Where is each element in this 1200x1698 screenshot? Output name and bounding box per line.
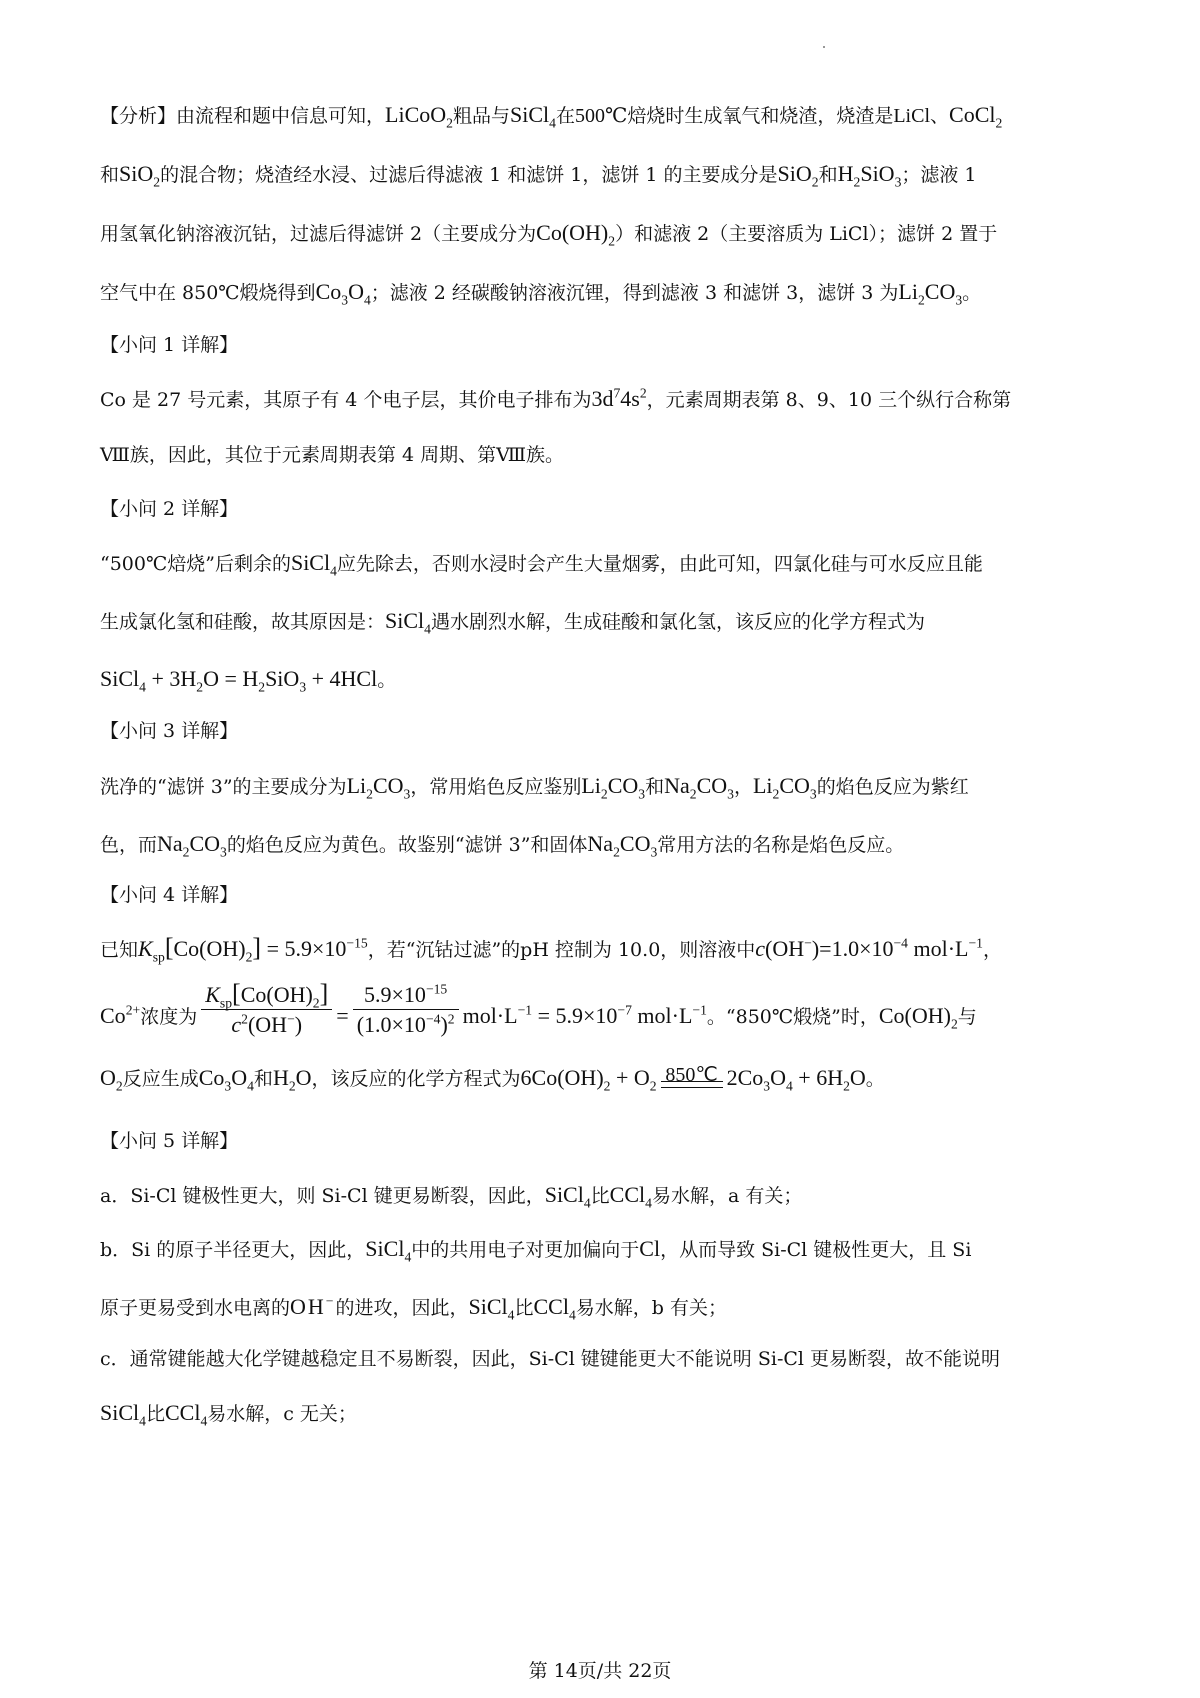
formula-na2co3: $Na_2CO_3$ (664, 773, 734, 802)
text: 在 (555, 105, 575, 127)
text: 的进攻，因此， (335, 1297, 469, 1319)
text: 。 (377, 669, 397, 691)
q2-equation (100, 666, 1110, 695)
formula-licoo2: LiCoO$_2$ (385, 102, 453, 131)
formula-li2co3: $Li_2CO_3$ (898, 279, 963, 308)
text: ，从而导致 Si-Cl 键极性更大，且 Si (660, 1239, 972, 1261)
text: 易水解，c 无关； (207, 1403, 357, 1425)
text: 和 (645, 776, 665, 798)
formula-cooh2: $Co(OH)_2$ (536, 220, 616, 249)
formula-h2o: $H_2O$ (272, 1065, 312, 1094)
text: 的混合物；烧渣经水浸、过滤后得滤液 1 和滤饼 1，滤饼 1 的主要成分是 (160, 164, 778, 186)
q5-item-c: c．通常键能越大化学键越稳定且不易断裂，因此，Si-Cl 键键能更大不能说明 Si-Cl 更易断裂，故不能说明 (100, 1348, 1001, 1370)
formula-li2co3: $Li_2CO_3$ (581, 773, 646, 802)
q4-line-3 (100, 1064, 1110, 1096)
text: 遇水剧烈水解，生成硅酸和氯化氢，该反应的化学方程式为 (430, 611, 925, 633)
text: 的焰色反应为黄色。故鉴别“滤饼 3”和固体 (226, 834, 588, 856)
text: 色，而 (100, 834, 158, 856)
text: 原子更易受到水电离的 (100, 1297, 291, 1319)
text: 空气中在 850℃煅烧得到 (100, 282, 316, 304)
q2-heading: 【小问 2 详解】 (100, 498, 239, 520)
formula-sicl4: SiCl$_4$ (365, 1236, 412, 1265)
analysis-line-3 (100, 220, 1110, 249)
text: 和 (818, 164, 838, 186)
formula-sicl4: SiCl$_4$ (468, 1294, 515, 1323)
q5-item-a (100, 1182, 1110, 1211)
analysis-label: 【分析】 (100, 105, 177, 127)
text: b．Si 的原子半径更大，因此， (100, 1239, 366, 1261)
text: ， (733, 776, 753, 798)
fraction-value: $\frac{5.9\times 10^{-15}}{(1.0\times 10^{-4})^2}$ (353, 984, 459, 1036)
formula-sicl4: SiCl$_4$ (385, 608, 431, 637)
q5-heading: 【小问 5 详解】 (100, 1130, 239, 1152)
text: 。“850℃煅烧”时， (706, 1006, 879, 1028)
formula-sicl4: SiCl$_4$ (290, 550, 337, 579)
analysis-line-1 (100, 102, 1110, 131)
formula-sicl4: SiCl$_4$ (544, 1182, 591, 1211)
text: “500℃焙烧”后剩余的 (100, 553, 291, 575)
text: 易水解，a 有关； (651, 1185, 803, 1207)
formula-ccl4: CCl$_4$ (609, 1182, 652, 1211)
formula-sio2: SiO$_2$ (777, 161, 819, 190)
text: 比 (590, 1185, 610, 1207)
fraction-ksp-over-c2: $\frac{K_{sp}[Co(OH)_2]}{c^2(OH^-)}$ (201, 984, 332, 1036)
formula-co2plus: $Co^{2+}$ (100, 1002, 141, 1028)
formula-c-oh: $c(OH^-)=1.0\times 10^{-4}$ $mol\cdot L^{-1}$ (755, 935, 983, 961)
text: 粗品与 (452, 105, 510, 127)
text: ）和滤液 2（主要溶质为 LiCl）；滤饼 2 置于 (615, 223, 998, 245)
formula-ccl4: CCl$_4$ (533, 1294, 576, 1323)
text: 比 (145, 1403, 165, 1425)
text: 生成氯化氢和硅酸，故其原因是： (100, 611, 386, 633)
text: 浓度为 (140, 1006, 198, 1028)
text: 焙烧时生成氧气和烧渣，烧渣是 (627, 105, 894, 127)
text: ，若“沉钴过滤”的pH 控制为 10.0，则溶液中 (367, 939, 756, 961)
q5-item-b (100, 1236, 1110, 1265)
formula-3d74s2: $3d^74s^2$ (591, 385, 647, 411)
formula-ksp-cooh2: $K_{sp}[Co(OH)_2] = 5.9\times 10^{-15}$ (138, 933, 368, 965)
q3-line-2 (100, 831, 1110, 860)
q1-heading: 【小问 1 详解】 (100, 334, 239, 356)
q5-item-c-cont (100, 1400, 1110, 1429)
text: 和 (100, 164, 120, 186)
formula-sicl4: SiCl$_4$ (509, 102, 556, 131)
q3-heading: 【小问 3 详解】 (100, 720, 239, 742)
q1-line-1 (100, 385, 1110, 411)
text: 已知 (100, 939, 139, 961)
q2-line-2 (100, 608, 1110, 637)
formula-sicl4: SiCl$_4$ (100, 1400, 146, 1429)
text: 和 (253, 1068, 273, 1090)
q5-item-b-cont (100, 1293, 1110, 1323)
text: 洗净的“滤饼 3”的主要成分为 (100, 776, 347, 798)
text: ，常用焰色反应鉴别 (410, 776, 582, 798)
formula-ccl4: CCl$_4$ (164, 1400, 208, 1429)
text: 反应生成 (122, 1068, 199, 1090)
scan-dot (823, 46, 825, 48)
text: 、 (930, 105, 950, 127)
equation-sicl4-hydrolysis: SiCl$_4$ + $3H_2O = H_2SiO_3 + 4HCl$ (100, 666, 378, 695)
text: 常用方法的名称是焰色反应。 (657, 834, 905, 856)
text: Co 是 27 号元素，其原子有 4 个电子层，其价电子排布为 (100, 389, 592, 411)
analysis-line-2 (100, 161, 1110, 190)
q4-line-2: $Co^{2+}$浓度为 $\frac{K_{sp}[Co(OH)_2]}{c^2(OH^-)}$ = $\frac{5.9\times 10^{-15}}{(1.0\times 10^{-4})^2}$ $mol\cdot L^{-1} = 5.9\times 10^{-7}$ $mol\cdot L^{-1}$。“850℃煅烧”时，$Co(OH)_2$与 (100, 979, 977, 1037)
text: ，该反应的化学方程式为 (311, 1068, 521, 1090)
q3-line-1 (100, 773, 1110, 802)
text: a．Si-Cl 键极性更大，则 Si-Cl 键更易断裂，因此， (100, 1185, 545, 1207)
text: ；滤液 2 经碳酸钠溶液沉锂，得到滤液 3 和滤饼 3，滤饼 3 为 (370, 282, 899, 304)
formula-na2co3: $Na_2CO_3$ (587, 831, 658, 860)
text: 用氢氧化钠溶液沉钴，过滤后得滤饼 2（主要成分为 (100, 223, 537, 245)
formula-na2co3: $Na_2CO_3$ (157, 831, 227, 860)
text: 。 (865, 1068, 885, 1090)
formula-o2: $O_2$ (100, 1065, 123, 1094)
equation-cooh2-calcination: $6Co(OH)_2 + O_2$ 850℃ $2Co_3O_4 + 6H_2O$ (521, 1065, 866, 1090)
formula-cl: Cl (639, 1236, 661, 1261)
text: 与 (957, 1006, 977, 1028)
formula-li2co3: $Li_2CO_3$ (346, 773, 411, 802)
formula-co3o4: $Co_3O_4$ (315, 279, 371, 308)
temperature: 500℃ (574, 105, 628, 127)
text: 的焰色反应为紫红 (816, 776, 969, 798)
text: 由流程和题中信息可知， (176, 105, 386, 127)
reaction-condition: 850℃ (661, 1069, 723, 1096)
text: 中的共用电子对更加偏向于 (411, 1239, 640, 1261)
formula-cooh2: $Co(OH)_2$ (878, 1003, 958, 1032)
q1-line-2: Ⅷ族，因此，其位于元素周期表第 4 周期、第Ⅷ族。 (100, 444, 565, 466)
q2-line-1 (100, 550, 1110, 579)
text: 。 (962, 282, 982, 304)
formula-oh-minus: OH− (290, 1293, 336, 1319)
analysis-line-4 (100, 279, 1110, 308)
text: ；滤液 1 (901, 164, 977, 186)
q4-heading: 【小问 4 详解】 (100, 884, 239, 906)
q4-line-1: 已知$K_{sp}[Co(OH)_2] = 5.9\times 10^{-15}$，若“沉钴过滤”的pH 控制为 10.0，则溶液中$c(OH^-)=1.0\times 10^{-4}$ $mol\cdot L^{-1}$， (100, 933, 1002, 965)
formula-li2co3: $Li_2CO_3$ (752, 773, 817, 802)
formula-cocl2: CoCl$_2$ (949, 102, 1003, 131)
formula-co3o4: $Co_3O_4$ (198, 1065, 254, 1094)
page-number: 第 14页/共 22页 (528, 1660, 672, 1682)
text: 比 (514, 1297, 534, 1319)
formula-licl: LiCl (893, 105, 931, 127)
text: 易水解，b 有关； (575, 1297, 727, 1319)
formula-sio2: SiO$_2$ (119, 161, 161, 190)
formula-co-concentration: $mol\cdot L^{-1} = 5.9\times 10^{-7}$ $mol\cdot L^{-1}$ (462, 1002, 707, 1028)
formula-h2sio3: $H_2SiO_3$ (837, 161, 902, 190)
text: ，元素周期表第 8、9、10 三个纵行合称第 (646, 389, 1012, 411)
text: 应先除去，否则水浸时会产生大量烟雾，由此可知，四氯化硅与可水反应且能 (336, 553, 983, 575)
